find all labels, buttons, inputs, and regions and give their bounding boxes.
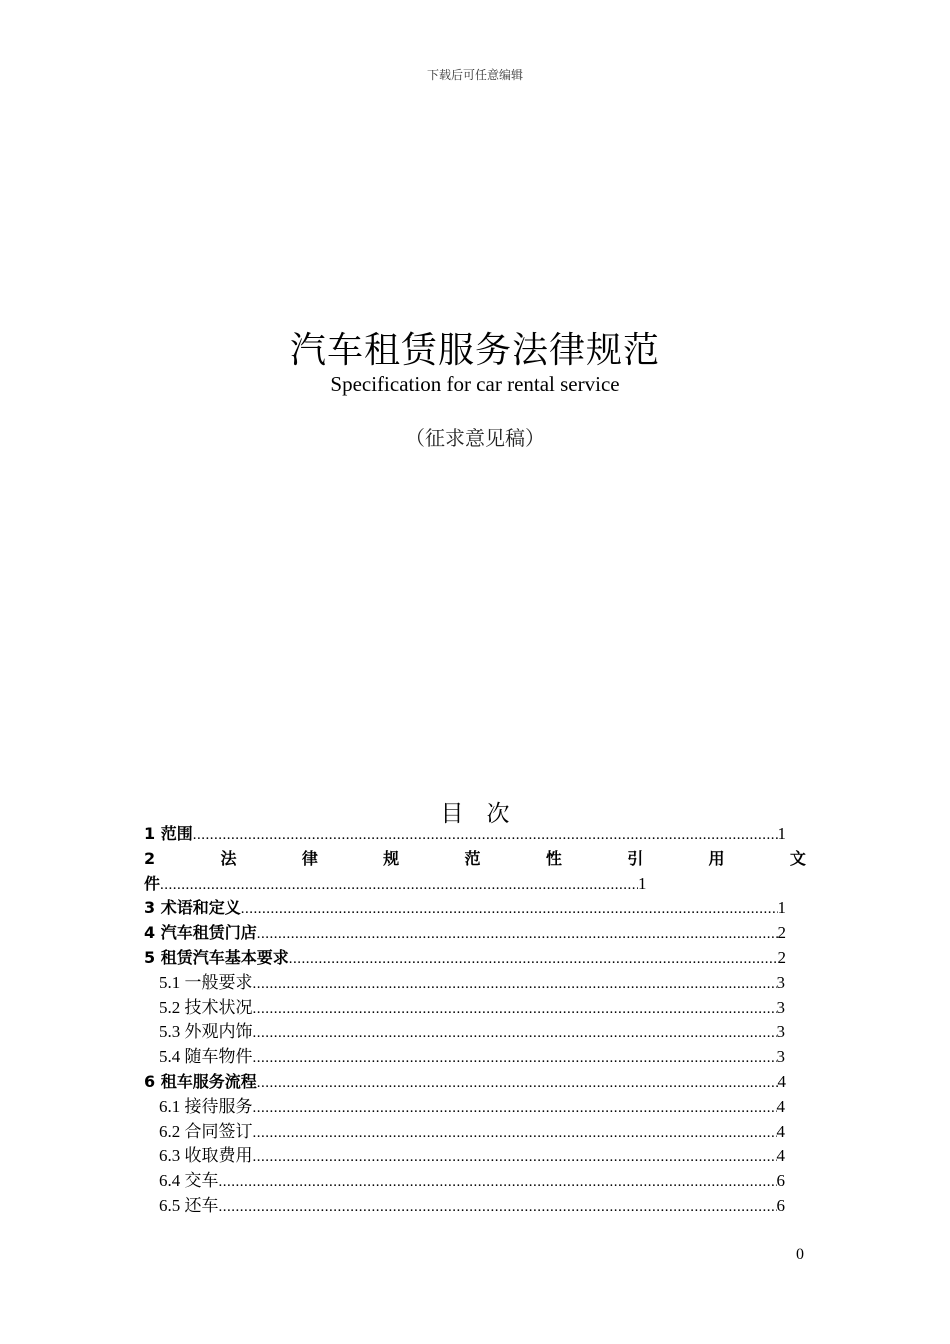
toc-entry-page: 6 — [776, 1171, 785, 1191]
toc-entry-label-part: 范 — [464, 848, 481, 868]
toc-entry-label: 5.2 技术状况 — [159, 997, 253, 1017]
toc-entry-6-3[interactable] — [144, 1144, 806, 1169]
toc-entry-label: 6.1 接待服务 — [159, 1096, 253, 1116]
toc-entry-label-part: 律 — [301, 848, 318, 868]
toc-entry-label: 4 汽车租赁门店 — [144, 923, 257, 943]
toc-entry-page: 4 — [776, 1096, 785, 1116]
toc-leader-dots — [253, 972, 777, 996]
toc-leader-dots — [193, 823, 778, 847]
toc-entry-label-part: 性 — [545, 848, 562, 868]
draft-status: （征求意见稿） — [405, 426, 545, 450]
toc-entry-label-part: 用 — [708, 848, 725, 868]
toc-entry-label-part: 规 — [383, 848, 400, 868]
toc-entry-page: 4 — [776, 1146, 785, 1166]
toc-entry-page: 2 — [777, 923, 786, 943]
toc-leader-dots — [219, 1195, 777, 1219]
toc-entry-label-part: 文 — [789, 848, 806, 868]
toc-entry-6-5[interactable] — [144, 1194, 806, 1219]
toc-entry-6-2[interactable] — [144, 1120, 806, 1145]
toc-entry-5-1[interactable] — [144, 971, 806, 996]
toc-leader-dots — [160, 873, 638, 897]
toc-leader-dots — [219, 1170, 777, 1194]
document-title-chinese: 汽车租赁服务法律规范 — [289, 330, 660, 371]
toc-entry-5[interactable] — [144, 946, 806, 971]
toc-leader-dots — [253, 1021, 777, 1045]
toc-entry-label: 6.3 收取费用 — [159, 1146, 253, 1166]
toc-leader-dots — [257, 922, 778, 946]
toc-entry-label: 5.3 外观内饰 — [159, 1022, 253, 1042]
header-note: 下载后可任意编辑 — [426, 68, 523, 82]
toc-leader-dots — [289, 947, 778, 971]
toc-entry-6[interactable] — [144, 1070, 806, 1095]
page-number: 0 — [796, 1246, 804, 1263]
toc-entry-2-continuation[interactable] — [144, 872, 806, 897]
toc-entry-label: 5.4 随车物件 — [159, 1047, 253, 1067]
toc-entry-page: 3 — [776, 1022, 785, 1042]
toc-entry-2[interactable] — [144, 847, 806, 872]
toc-entry-label: 6.2 合同签订 — [159, 1121, 253, 1141]
toc-entry-6-4[interactable] — [144, 1169, 806, 1194]
toc-entry-label-part: 法 — [220, 848, 237, 868]
toc-entry-label: 1 范围 — [144, 824, 193, 843]
toc-entry-1[interactable] — [144, 822, 806, 847]
toc-entry-5-4[interactable] — [144, 1045, 806, 1070]
toc-entry-page: 4 — [777, 1071, 786, 1091]
toc-leader-dots — [241, 897, 778, 921]
toc-entry-page: 3 — [776, 1047, 785, 1067]
toc-entry-label: 3 术语和定义 — [144, 898, 241, 918]
toc-leader-dots — [253, 1096, 777, 1120]
toc-entry-3[interactable] — [144, 896, 806, 921]
toc-entry-page: 3 — [776, 972, 785, 992]
toc-entry-label: 5 租赁汽车基本要求 — [144, 947, 289, 967]
toc-entry-page: 1 — [638, 873, 647, 893]
toc-entry-label-part: 引 — [627, 848, 644, 868]
toc-leader-dots — [253, 1145, 777, 1169]
toc-entry-label: 5.1 一般要求 — [159, 972, 253, 992]
toc-entry-4[interactable] — [144, 921, 806, 946]
toc-leader-dots — [257, 1071, 778, 1095]
toc-entry-label: 6.4 交车 — [159, 1171, 219, 1191]
toc-entry-page: 4 — [776, 1121, 785, 1141]
toc-entry-page: 1 — [777, 824, 786, 843]
toc-entry-page: 3 — [776, 997, 785, 1017]
toc-entry-label: 6 租车服务流程 — [144, 1071, 257, 1091]
toc-leader-dots — [253, 1121, 777, 1145]
toc-heading: 目 次 — [440, 801, 510, 827]
toc-entry-label: 6.5 还车 — [159, 1195, 219, 1215]
toc-entry-6-1[interactable] — [144, 1095, 806, 1120]
toc-entry-page: 2 — [777, 947, 786, 967]
toc-leader-dots — [253, 1046, 777, 1070]
toc-entry-page: 1 — [777, 898, 786, 918]
toc-entry-page: 6 — [776, 1195, 785, 1215]
toc-entry-label-part: 2 — [144, 848, 156, 868]
toc-entry-label: 件 — [144, 873, 161, 893]
toc-leader-dots — [253, 997, 777, 1021]
toc-entry-5-2[interactable] — [144, 996, 806, 1021]
toc-entry-5-3[interactable] — [144, 1020, 806, 1045]
document-title-english: Specification for car rental service — [330, 372, 620, 396]
table-of-contents — [144, 822, 806, 1219]
